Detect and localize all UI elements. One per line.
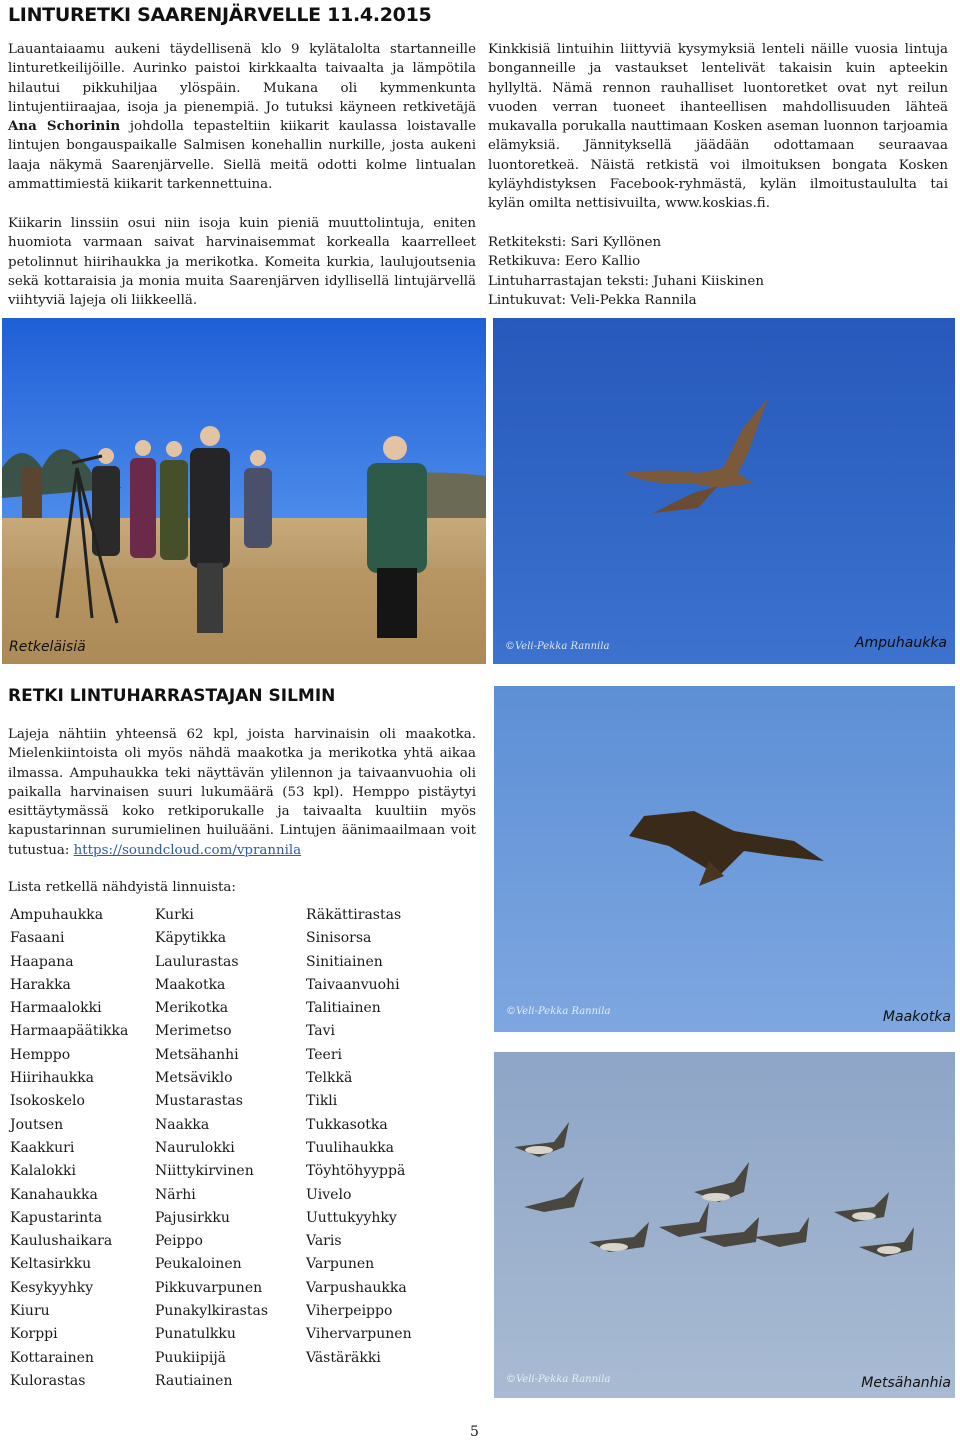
group-photo-image [2, 318, 486, 664]
bird-list-item: Uivelo [306, 1186, 352, 1203]
intro-text-b: johdolla tepasteltiin kiikarit kaulassa loistavalle lintujen bongauspaikalle Salmisen konehallin nurkille, josta aukeni laaja näkymä Saarenjärvelle. Siellä meitä odotti kolme lintualan ammattimiestä kiikarit tarkennettuina. [8, 119, 477, 193]
bird-list-item: Kanahaukka [10, 1186, 98, 1203]
credit-line: Retkiteksti: Sari Kyllönen [488, 235, 662, 250]
metsahanhia-caption: Metsähanhia [861, 1375, 951, 1391]
ampuhaukka-photo [493, 318, 955, 664]
group-photo-caption: Retkeläisiä [9, 639, 86, 655]
bird-column-1 [10, 906, 128, 1395]
bird-list-item: Närhi [155, 1186, 196, 1203]
bird-list-item: Harmaalokki [10, 1000, 102, 1017]
bird-list-item: Maakotka [155, 976, 226, 993]
bird-list-item: Vihervarpunen [306, 1326, 412, 1343]
intro-paragraph-2: Kiikarin linssiin osui niin isoja kuin pieniä muuttolintuja, eniten huomiota varmaan saivat harvinaisemmat korkealla kaarrelleet petolinnut hiirihaukka ja merikotka. Komeita kurkia, laulujoutsenia sekä kottaraisia ja monia muita Saarenjärven idyllisellä lintujärvellä viihtyviä lajeja oli liikkeellä. [8, 216, 476, 309]
ampuhaukka-caption: Ampuhaukka [854, 635, 947, 651]
bird-list-item: Pajusirkku [155, 1209, 230, 1226]
eagle-image [494, 686, 955, 1032]
bird-list-item: Ampuhaukka [10, 907, 104, 923]
maakotka-caption: Maakotka [882, 1009, 951, 1025]
bird-list-item: Västäräkki [306, 1349, 381, 1366]
bird-list-item: Kapustarinta [10, 1209, 103, 1226]
intro-paragraph-1 [8, 40, 476, 194]
bird-list-item: Käpytikka [155, 930, 227, 947]
bird-list-item: Peukaloinen [155, 1256, 242, 1273]
bird-list-item: Niittykirvinen [155, 1163, 254, 1180]
bird-list-item: Fasaani [10, 930, 65, 947]
group-photo [2, 318, 486, 664]
bird-list-item: Sinitiainen [306, 953, 383, 970]
credit-line: Lintuharrastajan teksti: Juhani Kiiskinen [488, 273, 764, 289]
soundcloud-link[interactable]: https://soundcloud.com/vprannila [73, 842, 302, 858]
bird-list-item: Räkättirastas [306, 907, 402, 923]
page-title: LINTURETKI SAARENJÄRVELLE 11.4.2015 [8, 4, 432, 26]
credits [488, 233, 948, 310]
bird-list-item: Kesykyyhky [10, 1279, 94, 1296]
bird-list-item: Taivaanvuohi [306, 976, 400, 993]
credit-line: Lintukuvat: Veli-Pekka Rannila [488, 292, 697, 308]
bird-list-item: Merimetso [155, 1023, 232, 1040]
bird-list-item: Isokoskelo [10, 1093, 85, 1110]
bird-list-intro: Lista retkellä nähdyistä linnuista: [8, 880, 236, 895]
geese-image [494, 1052, 955, 1398]
bird-list-item: Peippo [155, 1233, 203, 1250]
bird-list-item: Varpunen [306, 1256, 375, 1273]
metsahanhia-photo [494, 1052, 955, 1398]
bird-list-item: Punakylkirastas [155, 1303, 269, 1320]
bird-list-item: Joutsen [10, 1116, 64, 1133]
bird-list-item: Naurulokki [155, 1139, 235, 1156]
bird-list-item: Hemppo [10, 1046, 71, 1063]
bird-list-item: Kaulushaikara [10, 1233, 113, 1250]
section2-text: Lajeja nähtiin yhteensä 62 kpl, joista harvinaisin oli maakotka. Mielenkiintoista oli myös nähdä maakotka ja merikotka yhtä aikaa ilmassa. Ampuhaukka teki näyttävän ylilennon ja taivaanvuohia oli paikalla harvinaisen suuri lukumäärä (53 kpl). Hemppo pistäytyi esittäytymässä koko retkiporukalle ja taivaalta kuultiin myös kapustarinnan surumielinen huiluääni. Lintujen äänimaailmaan voit tutustua: [8, 727, 476, 858]
watermark: ©Veli-Pekka Rannila [506, 1374, 611, 1385]
maakotka-photo [494, 686, 955, 1032]
bird-list-item: Sinisorsa [306, 930, 372, 947]
guide-name: Ana Schorinin [8, 118, 121, 135]
bird-list-item: Harmaapäätikka [10, 1023, 129, 1040]
bird-list-item: Haapana [10, 953, 74, 970]
bird-list-item: Töyhtöhyyppä [306, 1163, 406, 1180]
bird-list-item: Laulurastas [155, 953, 239, 970]
bird-list-item: Kaakkuri [10, 1139, 75, 1156]
section2-paragraph [8, 725, 476, 860]
bird-list-item: Naakka [155, 1116, 210, 1133]
bird-column-3 [306, 906, 412, 1372]
bird-list-item: Mustarastas [155, 1093, 243, 1110]
bird-list-item: Tikli [306, 1093, 338, 1110]
bird-list-item: Teeri [306, 1046, 342, 1063]
bird-list-item: Kalalokki [10, 1163, 76, 1180]
bird-list-item: Merikotka [155, 1000, 229, 1017]
bird-list-item: Kulorastas [10, 1372, 86, 1389]
bird-list-item: Metsähanhi [155, 1046, 239, 1063]
bird-list-item: Varis [306, 1233, 342, 1250]
bird-list-item: Telkkä [306, 1070, 353, 1087]
bird-list-item: Puukiipijä [155, 1349, 227, 1366]
watermark: ©Veli-Pekka Rannila [505, 641, 610, 652]
bird-list-item: Keltasirkku [10, 1256, 92, 1273]
intro-text-a: Lauantaiaamu aukeni täydellisenä klo 9 kylätalolta startanneille linturetkeilijöille. Aurinko paistoi kirkkaalta taivaalta ja lämpötila hilautui pikkuhiljaa ylöspäin. Mukana oli kymmenkunta lintujentiiraajaa, isoja ja pienempiä. Jo tutuksi käyneen retkivetäjä [8, 42, 476, 115]
bird-list-item: Kurki [155, 907, 194, 923]
bird-list-item: Tuulihaukka [306, 1139, 395, 1156]
falcon-image [493, 318, 955, 664]
bird-list-item: Viherpeippo [306, 1303, 393, 1320]
watermark: ©Veli-Pekka Rannila [506, 1006, 611, 1017]
bird-list-item: Hiirihaukka [10, 1070, 95, 1087]
bird-list-item: Tukkasotka [306, 1116, 388, 1133]
section-heading: RETKI LINTUHARRASTAJAN SILMIN [8, 686, 336, 706]
bird-list-item: Harakka [10, 976, 71, 993]
right-paragraph: Kinkkisiä lintuihin liittyviä kysymyksiä lenteli näille vuosia lintuja bonganneille ja vastaukset lentelivät takaisin kuin apteekin hyllyltä. Nämä rennon rauhalliset luontoretket ovat nyt reilun vuoden verran tuoneet ihanteellisen mahdollisuuden lähteä mukavalla porukalla nauttimaan Kosken aseman luonnon tarjoamia elämyksiä. Jännityksellä jäädään odottamaan seuraavaa luontoretkeä. Näistä retkistä voi ilmoituksen bongata Kosken kyläyhdistyksen Facebook-ryhmästä, kylän ilmoitustaululta tai kylän omilta nettisivuilta, www.koskias.fi. [488, 42, 948, 212]
bird-list-item: Uuttukyyhky [306, 1209, 397, 1226]
credit-line: Retkikuva: Eero Kallio [488, 254, 641, 270]
bird-list-item: Punatulkku [155, 1326, 236, 1343]
bird-list-item: Talitiainen [306, 1000, 381, 1017]
bird-list-item: Korppi [10, 1326, 58, 1343]
bird-list-item: Pikkuvarpunen [155, 1279, 263, 1296]
bird-list-item: Kiuru [10, 1303, 50, 1320]
bird-list-item: Rautiainen [155, 1372, 233, 1389]
bird-list-item: Varpushaukka [306, 1279, 407, 1296]
bird-list-item: Tavi [306, 1023, 335, 1040]
page-number: 5 [470, 1424, 479, 1440]
bird-list-item: Kottarainen [10, 1349, 94, 1366]
bird-column-2 [155, 906, 268, 1395]
bird-list-item: Metsäviklo [155, 1070, 233, 1087]
